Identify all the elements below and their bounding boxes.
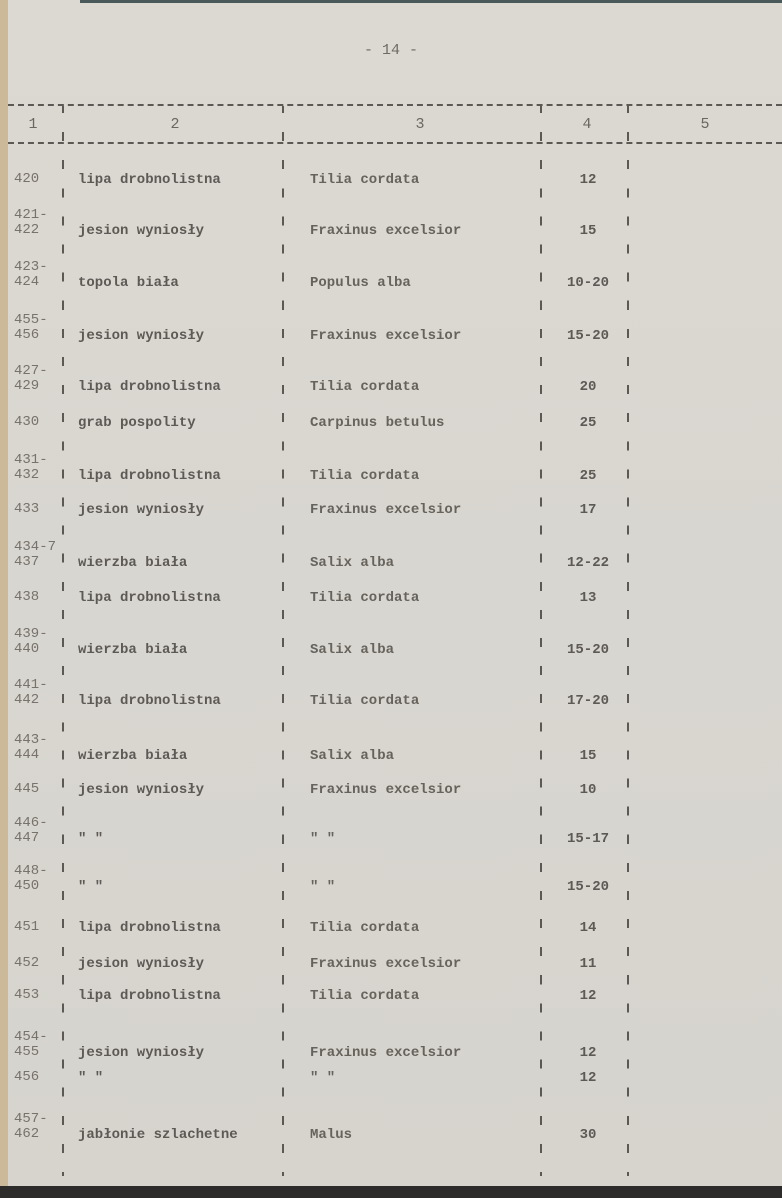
- row-number: [14, 1030, 64, 1060]
- polish-name: jesion wyniosły: [78, 328, 205, 344]
- row-number: [14, 260, 64, 290]
- latin-name: Carpinus betulus: [310, 415, 445, 431]
- row-number-end: 420: [14, 171, 40, 187]
- latin-name: Tilia cordata: [310, 172, 420, 188]
- row-number-end: 455: [14, 1044, 40, 1060]
- column-header-2: 2: [170, 116, 180, 133]
- polish-name: lipa drobnolistna: [78, 379, 221, 395]
- value-cell: 15-20: [566, 328, 609, 344]
- row-number-start: 457-: [14, 1111, 48, 1127]
- polish-name: " ": [78, 1070, 104, 1086]
- row-number: [14, 208, 64, 238]
- row-number-end: 440: [14, 641, 40, 657]
- row-number-end: 437: [14, 554, 40, 570]
- row-number-end: 432: [14, 467, 40, 483]
- value-cell: 25: [579, 468, 597, 484]
- row-number: [14, 453, 64, 483]
- value-cell: 10-20: [566, 275, 609, 291]
- latin-name: Salix alba: [310, 642, 395, 658]
- value-cell: 12: [579, 1045, 597, 1061]
- polish-name: jesion wyniosły: [78, 502, 205, 518]
- latin-name: Tilia cordata: [310, 379, 420, 395]
- value-cell: 25: [579, 415, 597, 431]
- polish-name: jesion wyniosły: [78, 223, 205, 239]
- latin-name: Populus alba: [310, 275, 411, 291]
- row-number-end: 451: [14, 919, 40, 935]
- row-number-start: 434-7: [14, 539, 57, 555]
- row-number-start: 421-: [14, 207, 48, 223]
- polish-name: wierzba biała: [78, 642, 188, 658]
- polish-name: lipa drobnolistna: [78, 988, 221, 1004]
- row-number: [14, 627, 64, 657]
- value-cell: 17-20: [566, 693, 609, 709]
- row-number-start: 423-: [14, 259, 48, 275]
- latin-name: Fraxinus excelsior: [310, 1045, 462, 1061]
- latin-name: Tilia cordata: [310, 920, 420, 936]
- value-cell: 15-17: [566, 831, 609, 847]
- row-number: [14, 364, 64, 394]
- latin-name: " ": [310, 879, 336, 895]
- polish-name: " ": [78, 879, 104, 895]
- polish-name: lipa drobnolistna: [78, 920, 221, 936]
- value-cell: 17: [579, 502, 597, 518]
- polish-name: topola biała: [78, 275, 179, 291]
- latin-name: Fraxinus excelsior: [310, 782, 462, 798]
- column-header-3: 3: [415, 116, 425, 133]
- row-number-start: 443-: [14, 732, 48, 748]
- row-number: [14, 733, 64, 763]
- value-cell: 15: [579, 748, 597, 764]
- value-cell: 15-20: [566, 879, 609, 895]
- row-number-end: 456: [14, 1069, 40, 1085]
- scan-left-edge: [0, 0, 8, 1198]
- latin-name: Tilia cordata: [310, 468, 420, 484]
- row-number: [14, 172, 64, 187]
- latin-name: Fraxinus excelsior: [310, 328, 462, 344]
- row-number-start: 454-: [14, 1029, 48, 1045]
- row-number: [14, 956, 64, 971]
- table-top-rule: [8, 104, 782, 106]
- latin-name: Fraxinus excelsior: [310, 956, 462, 972]
- polish-name: grab pospolity: [78, 415, 196, 431]
- row-number: [14, 864, 64, 894]
- latin-name: " ": [310, 831, 336, 847]
- row-number-end: 447: [14, 830, 40, 846]
- row-number: [14, 502, 64, 517]
- value-cell: 15-20: [566, 642, 609, 658]
- latin-name: Fraxinus excelsior: [310, 223, 462, 239]
- table-header-rule: [8, 142, 782, 144]
- row-number: [14, 678, 64, 708]
- row-number-start: 455-: [14, 312, 48, 328]
- polish-name: lipa drobnolistna: [78, 693, 221, 709]
- row-number-end: 462: [14, 1126, 40, 1142]
- row-number: [14, 415, 64, 430]
- row-number: [14, 988, 64, 1003]
- polish-name: jesion wyniosły: [78, 956, 205, 972]
- row-number: [14, 540, 64, 570]
- value-cell: 11: [579, 956, 597, 972]
- value-cell: 14: [579, 920, 597, 936]
- latin-name: Malus: [310, 1127, 353, 1143]
- column-header-4: 4: [582, 116, 592, 133]
- row-number: [14, 1070, 64, 1085]
- column-header-1: 1: [28, 116, 38, 133]
- row-number: [14, 590, 64, 605]
- row-number-end: 444: [14, 747, 40, 763]
- row-number: [14, 920, 64, 935]
- scan-bottom-edge: [0, 1186, 782, 1198]
- row-number: [14, 313, 64, 343]
- latin-name: Tilia cordata: [310, 693, 420, 709]
- row-number-end: 442: [14, 692, 40, 708]
- row-number-start: 448-: [14, 863, 48, 879]
- row-number-start: 431-: [14, 452, 48, 468]
- polish-name: jesion wyniosły: [78, 782, 205, 798]
- value-cell: 10: [579, 782, 597, 798]
- row-number: [14, 816, 64, 846]
- polish-name: wierzba biała: [78, 748, 188, 764]
- row-number-end: 453: [14, 987, 40, 1003]
- row-number-end: 424: [14, 274, 40, 290]
- column-divider-2: [282, 106, 284, 1176]
- column-header-5: 5: [700, 116, 710, 133]
- row-number-start: 446-: [14, 815, 48, 831]
- row-number-end: 433: [14, 501, 40, 517]
- value-cell: 20: [579, 379, 597, 395]
- value-cell: 15: [579, 223, 597, 239]
- polish-name: wierzba biała: [78, 555, 188, 571]
- row-number-end: 429: [14, 378, 40, 394]
- row-number: [14, 782, 64, 797]
- page-number: - 14 -: [363, 42, 418, 59]
- value-cell: 30: [579, 1127, 597, 1143]
- row-number-end: 438: [14, 589, 40, 605]
- latin-name: " ": [310, 1070, 336, 1086]
- latin-name: Salix alba: [310, 748, 395, 764]
- column-divider-3: [540, 106, 542, 1176]
- polish-name: lipa drobnolistna: [78, 590, 221, 606]
- row-number-start: 427-: [14, 363, 48, 379]
- row-number-end: 422: [14, 222, 40, 238]
- value-cell: 12: [579, 172, 597, 188]
- polish-name: jabłonie szlachetne: [78, 1127, 238, 1143]
- polish-name: lipa drobnolistna: [78, 172, 221, 188]
- latin-name: Salix alba: [310, 555, 395, 571]
- latin-name: Tilia cordata: [310, 988, 420, 1004]
- value-cell: 12: [579, 988, 597, 1004]
- value-cell: 12: [579, 1070, 597, 1086]
- row-number: [14, 1112, 64, 1142]
- value-cell: 13: [579, 590, 597, 606]
- row-number-end: 430: [14, 414, 40, 430]
- polish-name: lipa drobnolistna: [78, 468, 221, 484]
- polish-name: " ": [78, 831, 104, 847]
- row-number-end: 452: [14, 955, 40, 971]
- row-number-start: 441-: [14, 677, 48, 693]
- scan-top-edge: [80, 0, 782, 3]
- column-divider-4: [627, 106, 629, 1176]
- latin-name: Tilia cordata: [310, 590, 420, 606]
- row-number-end: 450: [14, 878, 40, 894]
- polish-name: jesion wyniosły: [78, 1045, 205, 1061]
- value-cell: 12-22: [566, 555, 609, 571]
- row-number-end: 445: [14, 781, 40, 797]
- row-number-end: 456: [14, 327, 40, 343]
- row-number-start: 439-: [14, 626, 48, 642]
- latin-name: Fraxinus excelsior: [310, 502, 462, 518]
